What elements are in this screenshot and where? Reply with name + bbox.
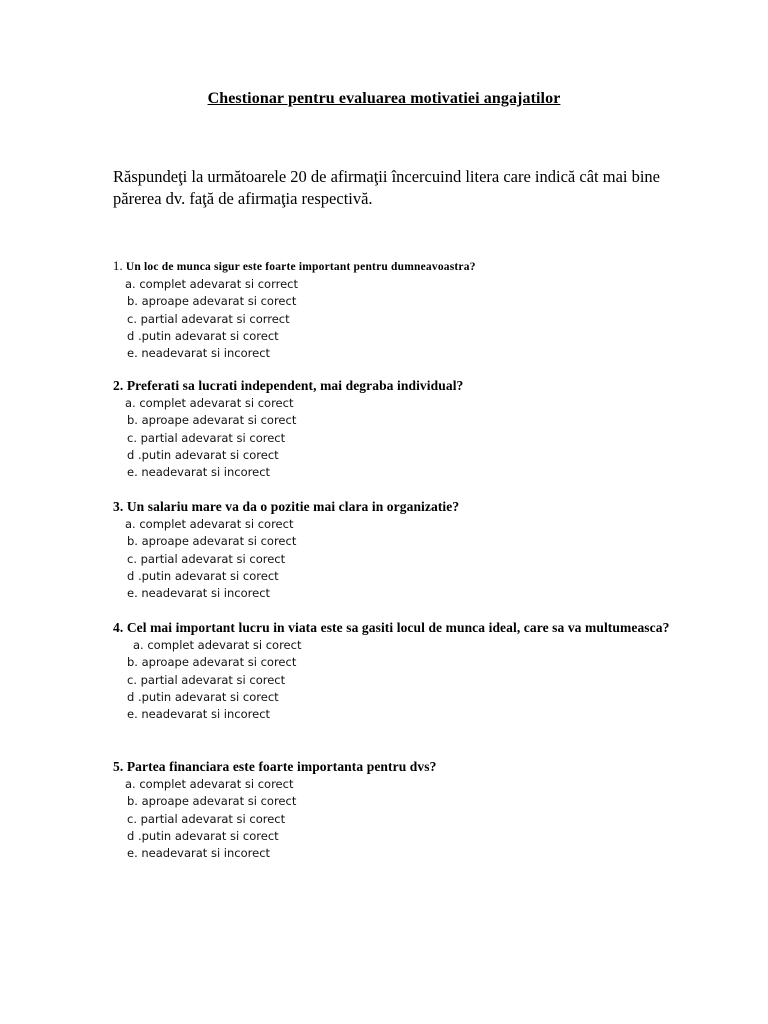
option-b[interactable]: b. aproape adevarat si corect <box>127 294 297 309</box>
question-label: Un loc de munca sigur este foarte important pentru dumneavoastra? <box>125 261 476 273</box>
question-3 <box>113 498 673 602</box>
option-a[interactable]: a. complet adevarat si corect <box>125 517 294 531</box>
option-e[interactable]: e. neadevarat si incorect <box>127 707 271 722</box>
question-label: Preferati sa lucrati independent, mai degraba individual? <box>126 378 464 393</box>
option-b[interactable]: b. aproape adevarat si corect <box>127 534 297 549</box>
option-c[interactable]: c. partial adevarat si corect <box>127 430 286 445</box>
option-b[interactable]: b. aproape adevarat si corect <box>127 794 297 809</box>
options-list <box>113 516 673 602</box>
document-title: Chestionar pentru evaluarea motivatiei angajatilor <box>207 90 561 107</box>
question-label: Partea financiara este foarte importanta pentru dvs? <box>126 759 437 774</box>
question-number: 3. <box>113 499 124 514</box>
option-a[interactable]: a. complet adevarat si corect <box>133 638 302 652</box>
option-d[interactable]: d .putin adevarat si corect <box>127 328 279 343</box>
option-d[interactable]: d .putin adevarat si corect <box>127 568 279 583</box>
options-list <box>113 637 673 723</box>
question-text <box>113 377 673 395</box>
option-a[interactable]: a. complet adevarat si corect <box>125 396 294 410</box>
question-label: Cel mai important lucru in viata este sa gasiti locul de munca ideal, care sa va multumeasca? <box>126 620 670 635</box>
option-d[interactable]: d .putin adevarat si corect <box>127 689 279 704</box>
option-d[interactable]: d .putin adevarat si corect <box>127 828 279 843</box>
option-c[interactable]: c. partial adevarat si corect <box>127 551 286 566</box>
option-e[interactable]: e. neadevarat si incorect <box>127 846 271 861</box>
option-a[interactable]: a. complet adevarat si correct <box>125 277 298 291</box>
options-list <box>113 395 673 481</box>
question-label: Un salariu mare va da o pozitie mai clara in organizatie? <box>126 499 460 514</box>
option-a[interactable]: a. complet adevarat si corect <box>125 777 294 791</box>
option-b[interactable]: b. aproape adevarat si corect <box>127 655 297 670</box>
question-2 <box>113 377 673 481</box>
options-list <box>113 776 673 862</box>
question-text <box>113 498 673 516</box>
question-text <box>113 619 673 637</box>
option-e[interactable]: e. neadevarat si incorect <box>127 586 271 601</box>
option-e[interactable]: e. neadevarat si incorect <box>127 465 271 480</box>
question-text <box>113 758 673 776</box>
option-c[interactable]: c. partial adevarat si correct <box>127 311 290 326</box>
question-number: 2. <box>113 378 124 393</box>
option-e[interactable]: e. neadevarat si incorect <box>127 346 271 361</box>
option-c[interactable]: c. partial adevarat si corect <box>127 672 286 687</box>
options-list <box>113 276 673 362</box>
question-number: 5. <box>113 759 124 774</box>
question-number: 1. <box>113 259 123 273</box>
question-4 <box>113 619 673 723</box>
question-number: 4. <box>113 620 124 635</box>
option-b[interactable]: b. aproape adevarat si corect <box>127 413 297 428</box>
instructions-paragraph: Răspundeţi la următoarele 20 de afirmaţii încercuind litera care indică cât mai bine părerea dv. faţă de afirmaţia respectivă. <box>113 167 661 208</box>
question-5 <box>113 758 673 862</box>
option-c[interactable]: c. partial adevarat si corect <box>127 811 286 826</box>
question-1 <box>113 257 673 362</box>
option-d[interactable]: d .putin adevarat si corect <box>127 447 279 462</box>
question-text <box>113 257 673 276</box>
